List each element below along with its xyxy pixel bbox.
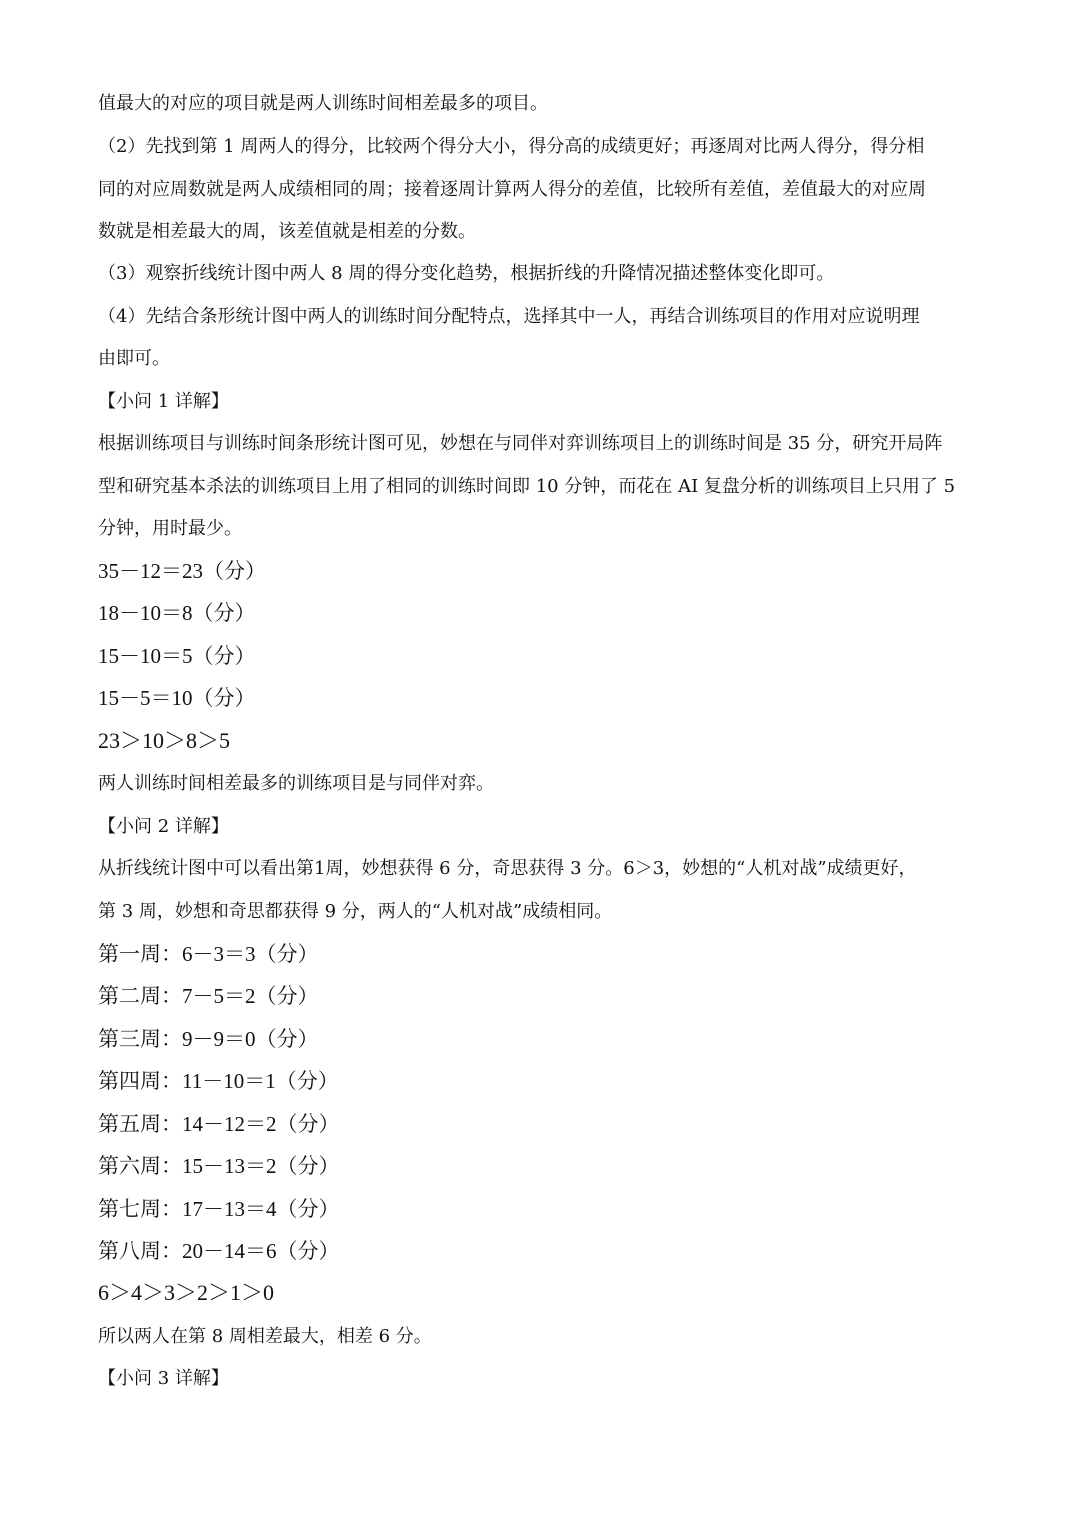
section-heading-2: 【小问 2 详解】: [98, 816, 229, 837]
week-difference: 第八周：20－14＝6（分）: [98, 1239, 340, 1263]
week-difference: 第三周：9－9＝0（分）: [98, 1027, 319, 1051]
detail-1-conclusion: 两人训练时间相差最多的训练项目是与同伴对弈。: [98, 773, 494, 794]
week-difference: 第二周：7－5＝2（分）: [98, 984, 319, 1008]
analysis-part-2-line-2: 同的对应周数就是两人成绩相同的周；接着逐周计算两人得分的差值，比较所有差值，差值最大的对应周: [98, 179, 926, 200]
detail-1-line-1: 根据训练项目与训练时间条形统计图可见，妙想在与同伴对弈训练项目上的训练时间是 35 分，研究开局阵: [98, 433, 943, 454]
analysis-part-2-line-1: （2）先找到第 1 周两人的得分，比较两个得分大小，得分高的成绩更好；再逐周对比两人得分，得分相: [98, 136, 925, 157]
analysis-line-1: 值最大的对应的项目就是两人训练时间相差最多的项目。: [98, 93, 548, 114]
equation: 18－10＝8（分）: [98, 601, 256, 625]
week-difference: 第六周：15－13＝2（分）: [98, 1154, 340, 1178]
section-heading-3: 【小问 3 详解】: [98, 1368, 229, 1389]
week-difference: 第四周：11－10＝1（分）: [98, 1069, 339, 1093]
detail-1-line-2: 型和研究基本杀法的训练项目上用了相同的训练时间即 10 分钟，而花在 AI 复盘分析的训练项目上只用了 5: [98, 476, 956, 497]
detail-2-conclusion: 所以两人在第 8 周相差最大，相差 6 分。: [98, 1326, 432, 1347]
equation: 35－12＝23（分）: [98, 559, 266, 583]
week-difference: 第一周：6－3＝3（分）: [98, 942, 319, 966]
section-heading-1: 【小问 1 详解】: [98, 391, 229, 412]
equation: 15－10＝5（分）: [98, 644, 256, 668]
equation: 15－5＝10（分）: [98, 686, 256, 710]
detail-1-line-3: 分钟，用时最少。: [98, 518, 242, 539]
week-difference: 第七周：17－13＝4（分）: [98, 1197, 340, 1221]
analysis-part-2-line-3: 数就是相差最大的周，该差值就是相差的分数。: [98, 221, 476, 242]
analysis-part-4-line-1: （4）先结合条形统计图中两人的训练时间分配特点，选择其中一人，再结合训练项目的作用对应说明理: [98, 306, 920, 327]
detail-2-line-1: 从折线统计图中可以看出第1周，妙想获得 6 分，奇思获得 3 分。6＞3，妙想的“人机对战”成绩更好，: [98, 858, 917, 879]
detail-2-line-2: 第 3 周，妙想和奇思都获得 9 分，两人的“人机对战”成绩相同。: [98, 901, 613, 922]
inequality: 6＞4＞3＞2＞1＞0: [98, 1280, 275, 1305]
inequality: 23＞10＞8＞5: [98, 728, 231, 753]
week-difference: 第五周：14－12＝2（分）: [98, 1112, 340, 1136]
analysis-part-3: （3）观察折线统计图中两人 8 周的得分变化趋势，根据折线的升降情况描述整体变化即可。: [98, 263, 835, 284]
analysis-part-4-line-2: 由即可。: [98, 348, 170, 369]
